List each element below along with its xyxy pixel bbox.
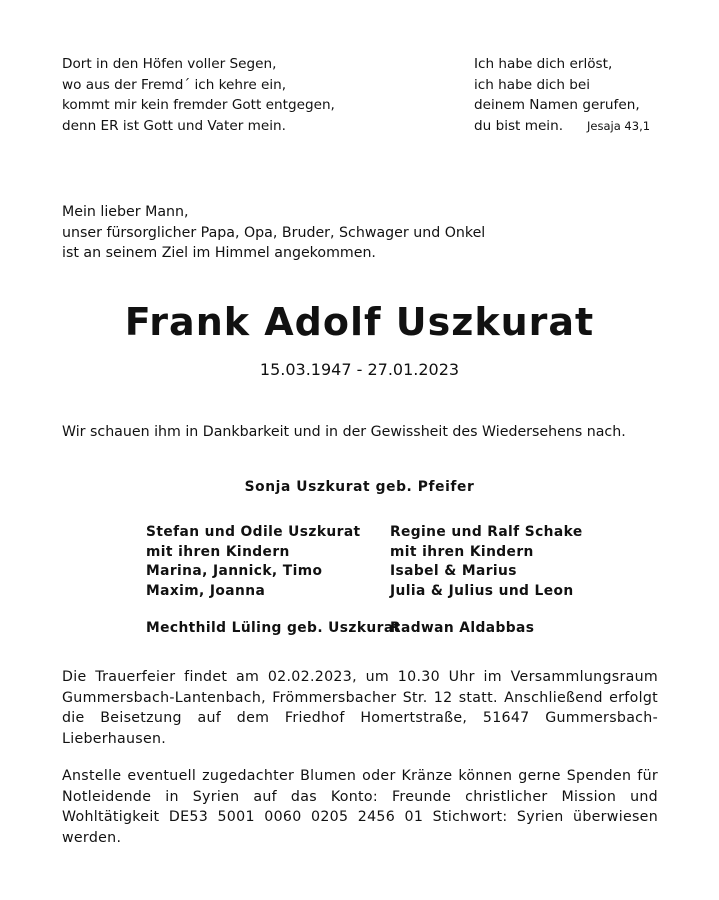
intro-line: ist an seinem Ziel im Himmel angekommen. — [62, 245, 376, 261]
mourner-extra: Radwan Aldabbas — [390, 620, 535, 636]
family-left-line: mit ihren Kindern — [146, 543, 290, 560]
mourner-sister: Mechthild Lüling geb. Uszkurat — [146, 620, 401, 636]
bible-verse — [474, 54, 650, 136]
deceased-name: Frank Adolf Uszkurat — [124, 300, 595, 344]
family-right-line: Isabel & Marius — [390, 563, 517, 579]
bible-verse-line: du bist mein. — [474, 117, 564, 134]
life-dates: 15.03.1947 - 27.01.2023 — [259, 360, 460, 379]
family-right-line: mit ihren Kindern — [390, 543, 534, 560]
bible-reference: Jesaja 43,1 — [587, 118, 651, 133]
family-left-line: Stefan und Odile Uszkurat — [146, 524, 361, 540]
poem-left-line: wo aus der Fremd´ ich kehre ein, — [62, 76, 287, 93]
family-right — [390, 523, 583, 601]
bible-verse-line: ich habe dich bei — [474, 76, 591, 93]
family-left-line: Maxim, Joanna — [146, 582, 266, 599]
spouse-name: Sonja Uszkurat geb. Pfeifer — [244, 479, 475, 495]
poem-left-line: denn ER ist Gott und Vater mein. — [62, 117, 286, 134]
intro-line: Mein lieber Mann, — [62, 204, 189, 220]
poem-left-line: Dort in den Höfen voller Segen, — [62, 56, 277, 72]
donation-paragraph: Anstelle eventuell zugedachter Blumen oder Kränze können gerne Spenden für Notleidende in Syrien auf das Konto: Freunde christlicher Mission und Wohltätigkeit DE53 5001 0060 0205 2456 01 Stichwort: Syrien überwiesen werden. — [62, 768, 658, 846]
family-left — [146, 523, 361, 601]
intro-text — [62, 202, 485, 264]
bible-verse-line: deinem Namen gerufen, — [474, 97, 640, 113]
bible-verse-line-last — [474, 116, 650, 137]
family-right-line: Regine und Ralf Schake — [390, 524, 583, 540]
family-left-line: Marina, Jannick, Timo — [146, 563, 323, 579]
gratitude-text: Wir schauen ihm in Dankbarkeit und in der Gewissheit des Wiedersehens nach. — [62, 424, 626, 440]
bible-verse-line: Ich habe dich erlöst, — [474, 56, 613, 72]
poem-left — [62, 54, 335, 136]
ceremony-paragraph: Die Trauerfeier findet am 02.02.2023, um 10.30 Uhr im Versammlungsraum Gummersbach-Lantenbach, Frömmersbacher Str. 12 statt. Anschließend erfolgt die Beisetzung auf dem Friedhof Homertstraße, 51647 Gummersbach-Lieberhausen. — [62, 669, 658, 747]
intro-line: unser fürsorglicher Papa, Opa, Bruder, Schwager und Onkel — [62, 224, 486, 241]
poem-left-line: kommt mir kein fremder Gott entgegen, — [62, 97, 335, 113]
family-right-line: Julia & Julius und Leon — [390, 582, 574, 599]
